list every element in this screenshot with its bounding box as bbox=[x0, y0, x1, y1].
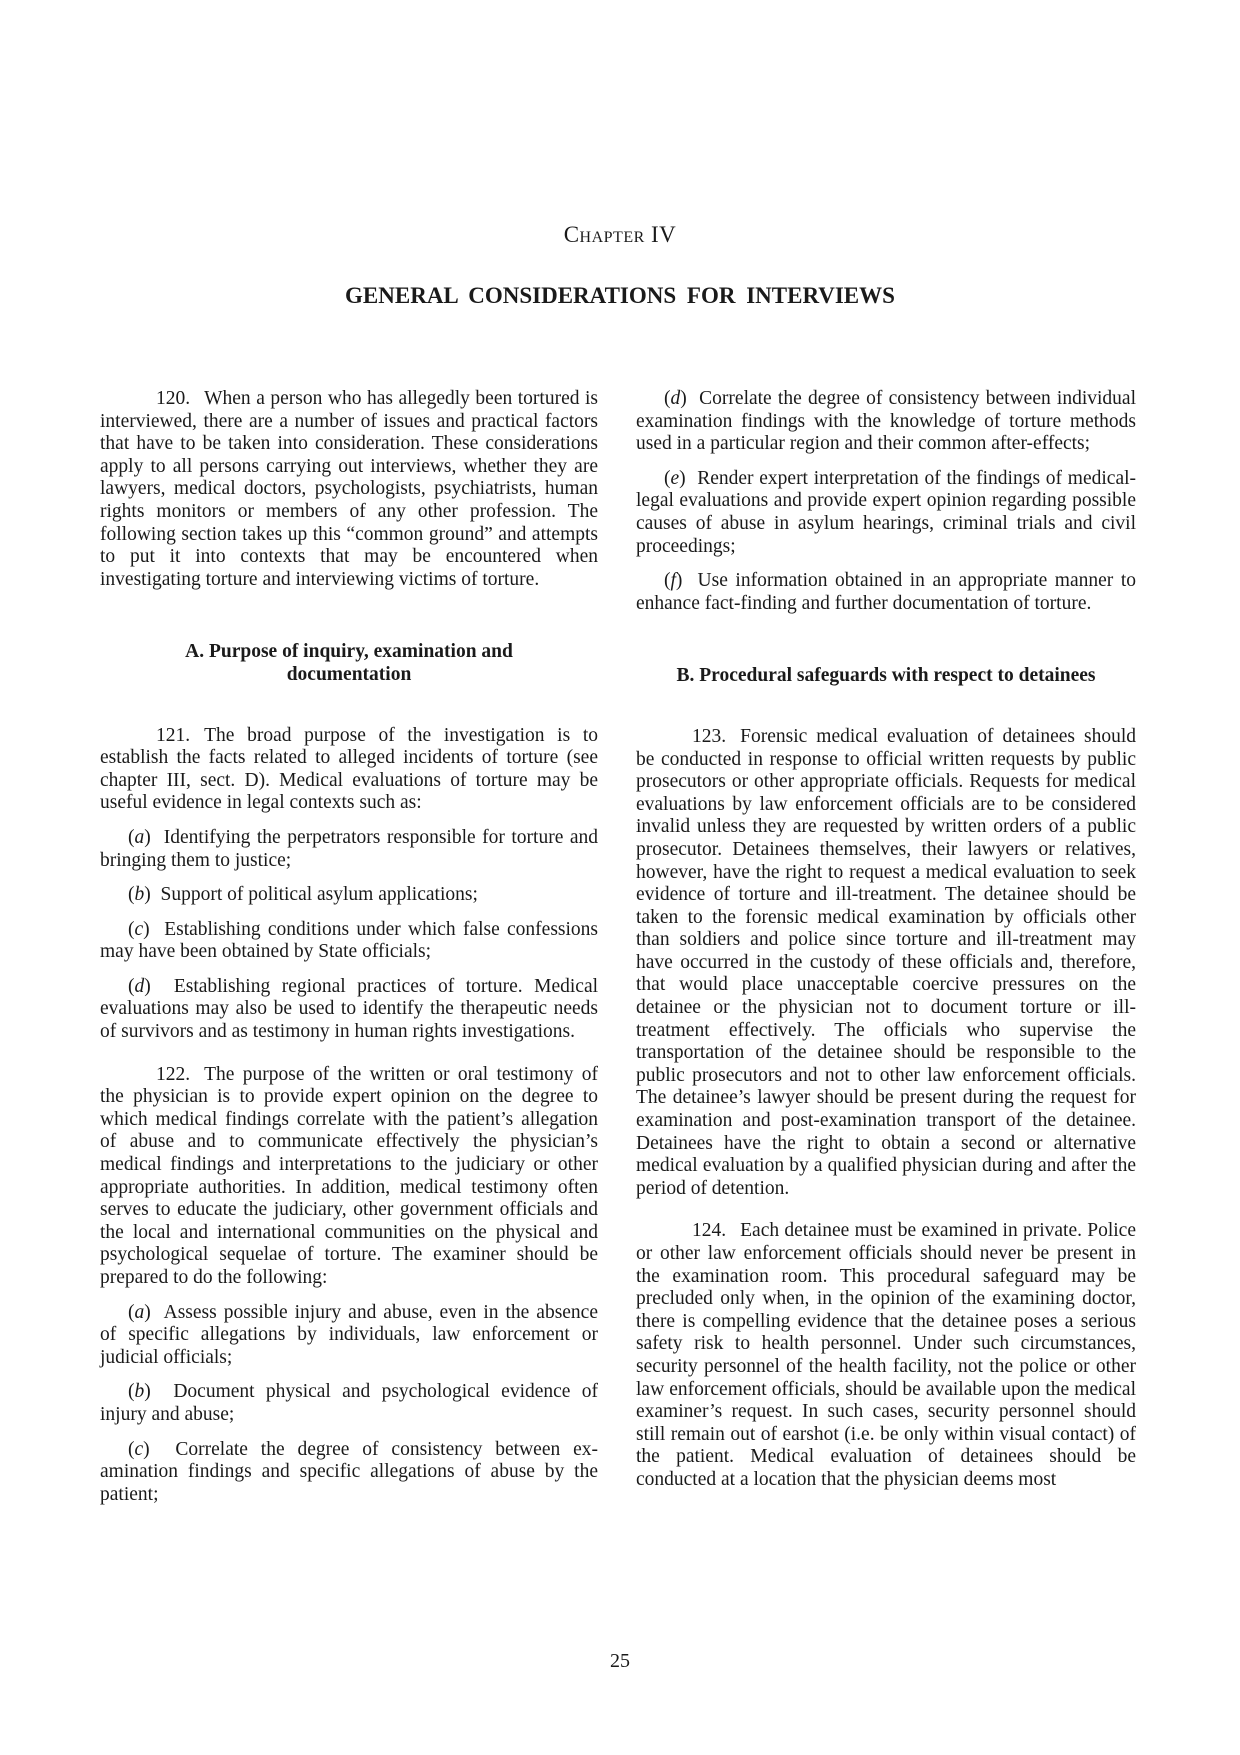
paragraph-number: 121. bbox=[156, 724, 191, 746]
list-item-122b: (b) Document physical and psychological evidence of injury and abuse; bbox=[100, 1381, 598, 1425]
list-item-122c: (c) Correlate the degree of consistency between examination findings and specific allegations of abuse by the patient; bbox=[100, 1438, 598, 1505]
item-label: a bbox=[134, 1301, 145, 1323]
item-label: d bbox=[134, 975, 145, 997]
item-label: b bbox=[134, 884, 145, 906]
paragraph-123 bbox=[636, 726, 1136, 1200]
left-column bbox=[100, 388, 598, 1518]
paragraph-text: Forensic medical evaluation of detainees should be conducted in response to official written requests by public prosecutors or other appropriate officials. Requests for medical evaluations by law enforcement officials are to be considered invalid unless they are requested by written orders of a public prosecutor. Detainees themselves, their lawyers or relatives, however, have the right to request a medical evaluation to seek evidence of torture and ill-treatment. The detainee should be taken to the forensic medical examination by officials other than soldiers and police since torture and ill-treatment may have occurred in the custody of these officials and, therefore, that would place unacceptable coercive pressures on the detainee or the physician not to document torture or ill-treatment effectively. The officials who supervise the transportation of the detainee should be responsible to the public prosecutors and not to other law enforcement officials. The detainee’s lawyer should be present during the request for examination and post-examination transport of the detainee. Detainees have the right to obtain a second or alternative medical evaluation by a qualified physician during and after the period of detention. bbox=[636, 725, 1136, 1199]
item-label: b bbox=[134, 1381, 145, 1403]
section-b-heading: B. Procedural safeguards with respect to detainees bbox=[676, 665, 1096, 687]
paragraph-number: 122. bbox=[156, 1063, 191, 1085]
chapter-label: Chapter IV bbox=[563, 222, 677, 247]
item-text: Render expert interpretation of the findings of medical-legal evaluations and provide expert opinion regarding possible causes of abuse in asylum hearings, criminal trials and civil proceedings; bbox=[636, 467, 1137, 557]
item-label: f bbox=[670, 570, 676, 592]
list-item-122a: (a) Assess possible injury and abuse, even in the absence of specific allegations by individuals, law enforcement or judicial officials; bbox=[100, 1301, 598, 1368]
item-label: c bbox=[134, 1438, 144, 1460]
item-text: Correlate the degree of consistency between individual examination findings with the knowledge of torture methods used in a particular region and their common after-effects; bbox=[636, 388, 1137, 455]
item-label: c bbox=[134, 918, 144, 940]
paragraph-number: 123. bbox=[692, 725, 727, 747]
item-text: Assess possible injury and abuse, even in the absence of specific allegations by individuals, law enforcement or judicial officials; bbox=[100, 1301, 598, 1368]
list-item-121b: (b) Support of political asylum applications; bbox=[128, 884, 478, 906]
list-item-122d: (d) Correlate the degree of consistency between individual examination findings with the knowledge of torture methods used in a particular region and their common after-effects; bbox=[636, 388, 1137, 455]
list-item-121c: (c) Establishing conditions under which false confessions may have been obtained by State officials; bbox=[100, 918, 599, 963]
paragraph-number: 120. bbox=[156, 388, 191, 409]
list-item-121d: (d) Establishing regional practices of torture. Medical evaluations may also be used to identify the therapeutic needs of survivors and as testimony in human rights investigations. bbox=[100, 975, 599, 1043]
right-column bbox=[636, 388, 1136, 1504]
item-label: a bbox=[134, 826, 145, 848]
paragraph-text: The broad purpose of the investigation is to establish the facts related to alleged incidents of torture (see chapter III, sect. D). Medical evaluations of torture may be useful evidence in legal contexts such as: bbox=[100, 724, 598, 814]
item-text: Correlate the degree of consistency between examination findings and specific allegations of abuse by the patient; bbox=[100, 1438, 598, 1505]
page-number: 25 bbox=[610, 1650, 630, 1672]
paragraph-text: When a person who has allegedly been tortured is interviewed, there are a number of issues and practical factors that have to be taken into consideration. These considerations apply to all persons carrying out interviews, whether they are lawyers, medical doctors, psychologists, psychiatrists, human rights monitors or members of any other profession. The following section takes up this “common ground” and attempts to put it into contexts that may be encountered when investigating torture and interviewing victims of torture. bbox=[100, 388, 598, 590]
paragraph-number: 124. bbox=[692, 1220, 727, 1242]
paragraph-text: Each detainee must be examined in private. Police or other law enforcement officials should never be present in the examination room. This procedural safeguard may be precluded only when, in the opinion of the examining doctor, there is compelling evidence that the detainee poses a serious safety risk to health personnel. Under such circumstances, security personnel of the health facility, not the police or other law enforcement officials, should be available upon the medical examiner’s request. In such cases, security personnel should still remain out of earshot (i.e. be only within visual contact) of the patient. Medical evaluation of detainees should be conducted at a location that the physician deems most bbox=[636, 1220, 1136, 1490]
section-a-heading: A. Purpose of inquiry, examination and documentation bbox=[185, 641, 513, 685]
list-item-121a: (a) Identifying the perpetrators responsible for torture and bringing them to justice; bbox=[100, 826, 599, 871]
item-text: Identifying the perpetrators responsible for torture and bringing them to justice; bbox=[100, 826, 599, 871]
item-text: Support of political asylum applications; bbox=[160, 884, 478, 906]
item-text: Use information obtained in an appropriate manner to enhance fact-finding and further documentation of torture. bbox=[636, 570, 1136, 614]
paragraph-120 bbox=[100, 388, 598, 591]
chapter-title: GENERAL CONSIDERATIONS FOR INTERVIEWS bbox=[345, 283, 895, 308]
item-text: Establishing regional practices of torture. Medical evaluations may also be used to identify the therapeutic needs of survivors and as testimony in human rights investigations. bbox=[100, 975, 599, 1043]
item-text: Document physical and psychological evidence of injury and abuse; bbox=[100, 1381, 598, 1425]
item-text: Establishing conditions under which false confessions may have been obtained by State officials; bbox=[100, 918, 599, 963]
paragraph-121 bbox=[100, 725, 598, 815]
item-label: e bbox=[670, 467, 680, 489]
paragraph-124 bbox=[636, 1220, 1136, 1491]
paragraph-122 bbox=[100, 1064, 598, 1290]
item-label: d bbox=[670, 388, 681, 409]
list-item-122e: (e) Render expert interpretation of the findings of medical-legal evaluations and provide expert opinion regarding possible causes of abuse in asylum hearings, criminal trials and civil proceedings; bbox=[636, 467, 1137, 557]
paragraph-text: The purpose of the written or oral testimony of the physician is to provide expert opinion on the degree to which medical findings correlate with the patient’s allegation of abuse and to communicate effectively the physician’s medical findings and interpretations to the judiciary or other appropriate authorities. In addition, medical testimony often serves to educate the judiciary, other government officials and the local and international communities on the physical and psychological sequelae of torture. The examiner should be prepared to do the following: bbox=[100, 1063, 598, 1288]
list-item-122f: (f) Use information obtained in an appropriate manner to enhance fact-finding and further documentation of torture. bbox=[636, 570, 1136, 614]
